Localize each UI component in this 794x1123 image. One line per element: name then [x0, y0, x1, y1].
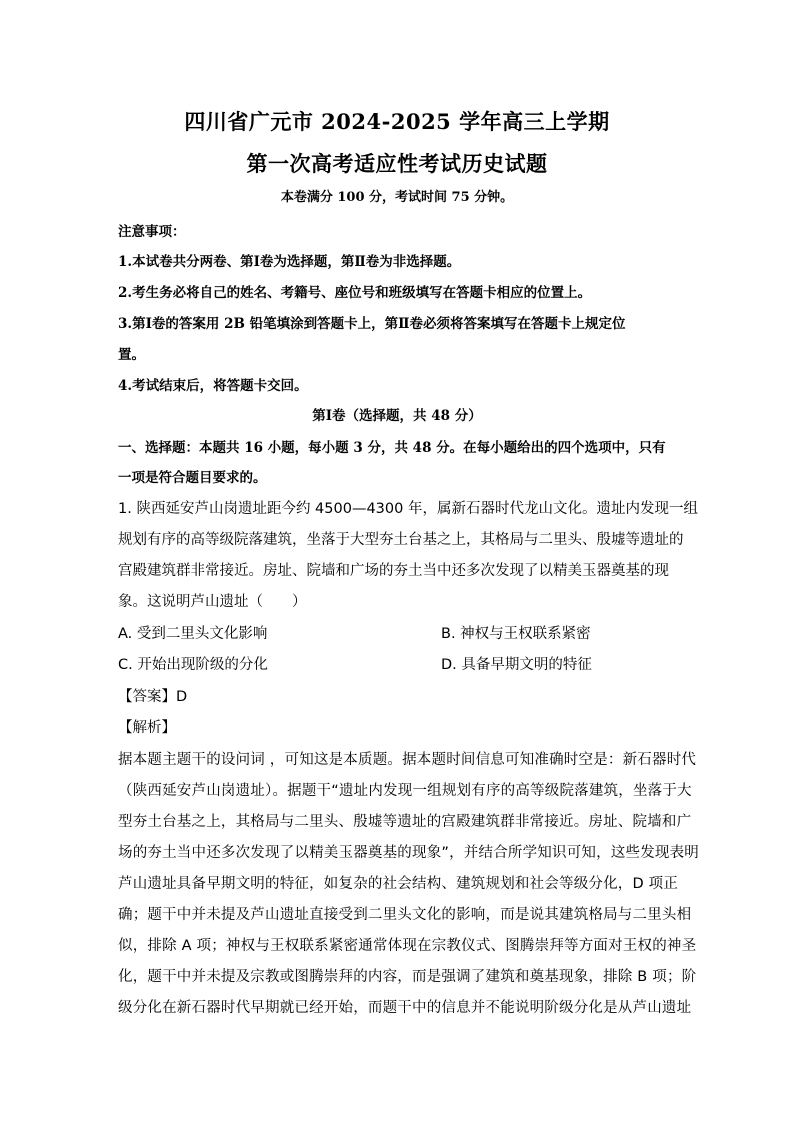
analysis-line: 化，题干中并未提及宗教或图腾崇拜的内容，而是强调了建筑和奠基现象，排除 B 项；阶 [118, 969, 697, 985]
question1-stem-line: 宫殿建筑群非常接近。房址、院墙和广场的夯土当中还多次发现了以精美玉器奠基的现 [118, 563, 669, 579]
section1-heading: 第Ⅰ卷（选择题，共 48 分） [312, 408, 482, 424]
analysis-label: 【解析】 [118, 720, 176, 736]
section1-instruction: 一、选择题：本题共 16 小题，每小题 3 分，共 48 分。在每小题给出的四个选项中，只有 [118, 440, 666, 456]
notice-item: 4.考试结束后，将答题卡交回。 [118, 378, 308, 394]
option-b: B. 神权与王权联系紧密 [441, 626, 591, 642]
analysis-line: 确；题干中并未提及芦山遗址直接受到二里头文化的影响，而是说其建筑格局与二里头相 [118, 907, 692, 923]
option-d: D. 具备早期文明的特征 [441, 657, 592, 673]
option-a: A. 受到二里头文化影响 [118, 626, 268, 642]
exam-title-line2: 第一次高考适应性考试历史试题 [246, 151, 548, 176]
analysis-line: 似，排除 A 项；神权与王权联系紧密通常体现在宗教仪式、图腾崇拜等方面对王权的神圣 [118, 938, 697, 954]
analysis-line: 级分化在新石器时代早期就已经开始，而题干中的信息并不能说明阶级分化是从芦山遗址 [118, 1000, 692, 1016]
analysis-line: 据本题主题干的设问词 ，可知这是本质题。据本题时间信息可知准确时空是：新石器时代 [118, 752, 697, 768]
question1-stem-line: 象。这说明芦山遗址（ ） [118, 594, 307, 610]
notice-item: 置。 [118, 347, 145, 363]
section1-instruction: 一项是符合题目要求的。 [118, 470, 267, 486]
notice-heading: 注意事项： [118, 224, 186, 240]
analysis-line: （陕西延安芦山岗遗址）。据题干“遗址内发现一组规划有序的高等级院落建筑，坐落于大 [118, 783, 692, 799]
answer-label: 【答案】D [118, 689, 188, 705]
notice-item: 2.考生务必将自己的姓名、考籍号、座位号和班级填写在答题卡相应的位置上。 [118, 285, 592, 301]
analysis-line: 芦山遗址具备早期文明的特征，如复杂的社会结构、建筑规划和社会等级分化，D 项正 [118, 876, 679, 892]
question1-stem-line: 1. 陕西延安芦山岗遗址距今约 4500—4300 年，属新石器时代龙山文化。遗址内发现一组 [118, 501, 698, 517]
option-c: C. 开始出现阶级的分化 [118, 657, 268, 673]
exam-subtitle: 本卷满分 100 分，考试时间 75 分钟。 [280, 190, 514, 205]
notice-item: 3.第Ⅰ卷的答案用 2B 铅笔填涂到答题卡上，第Ⅱ卷必须将答案填写在答题卡上规定位 [118, 316, 626, 332]
analysis-line: 型夯土台基之上，其格局与二里头、殷墟等遗址的宫殿建筑群非常接近。房址、院墙和广 [118, 814, 692, 830]
question1-stem-line: 规划有序的高等级院落建筑，坐落于大型夯土台基之上，其格局与二里头、殷墟等遗址的 [118, 532, 684, 548]
notice-item: 1.本试卷共分两卷、第Ⅰ卷为选择题，第Ⅱ卷为非选择题。 [118, 254, 461, 270]
exam-title-line1: 四川省广元市 2024-2025 学年高三上学期 [184, 109, 610, 134]
analysis-line: 场的夯土当中还多次发现了以精美玉器奠基的现象”，并结合所学知识可知，这些发现表明 [118, 845, 700, 861]
